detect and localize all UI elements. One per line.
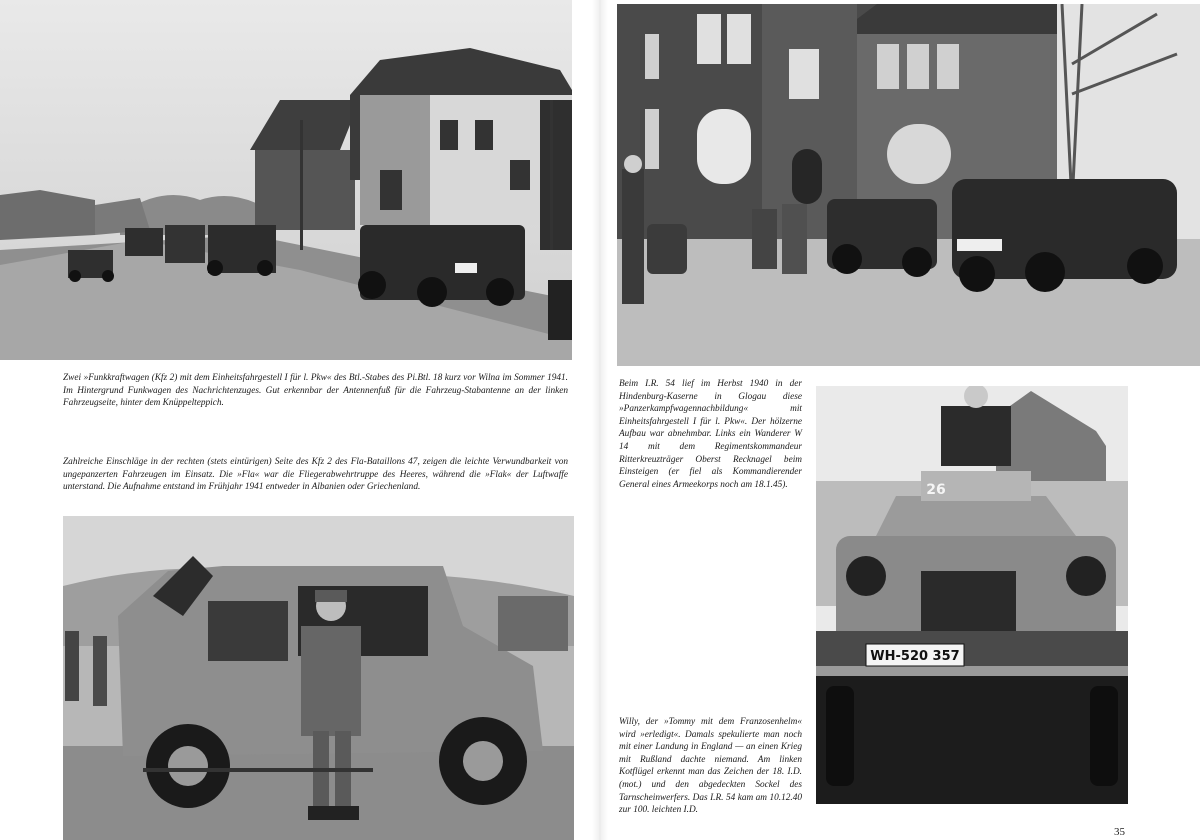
armored-car-front-photo: [816, 386, 1128, 804]
caption-radio-cars-wilna: Zwei »Funkkraftwagen (Kfz 2) mit dem Einheitsfahrgestell I für l. Pkw« des Btl.-Stabes des Pi.Btl. 18 kurz vor Wilna im Sommer 1941. Im Hintergrund Funkwagen des Nachrichtenzuges. Gut erkennbar der Antennenfuß für die Fahrzeug-Stabantenne an der linken Fahrzeugseite, hinter dem Knüppelteppich.: [63, 373, 568, 409]
book-gutter: [592, 0, 608, 840]
caption-panzer-replica-glogau: Beim I.R. 54 lief im Herbst 1940 in der Hindenburg-Kaserne in Glogau diese »Panzerkampfwagennachbildung« mit Einheitsfahrgestell I für l. Pkw«. Der hölzerne Aufbau war abnehmbar. Links ein Wanderer W 14 mit dem Regimentskommandeur Ritterkreuzträger Oberst Recknagel beim Einsteigen (er fiel als Kommandierender General eines Armeekorps noch am 18.1.45).: [619, 379, 802, 490]
barracks-photo: [617, 4, 1200, 366]
turret-number-text: 26: [926, 482, 946, 498]
license-plate-text: WH-520 357: [870, 649, 960, 664]
kubelwagen-soldier-photo: [63, 516, 574, 840]
village-road-photo: [0, 0, 572, 360]
caption-willy-tommy: Willy, der »Tommy mit dem Franzosenhelm« wird »erledigt«. Damals spekulierte man noch mit einer Landung in England — an einen Krieg mit Rußland dachte niemand. Am linken Kotflügel erkennt man das Zeichen der 18. I.D. (mot.) und den abgedeckten Sockel des Tarnscheinwerfers. Das I.R. 54 kam am 10.12.40 zur 100. leichten I.D.: [619, 717, 802, 816]
page-number: 35: [1114, 826, 1125, 838]
caption-fla-battalion-damage: Zahlreiche Einschläge in der rechten (stets eintürigen) Seite des Kfz 2 des Fla-Bataillons 47, zeigen die leichte Verwundbarkeit von ungepanzerten Fahrzeugen im Einsatz. Die »Fla« war die Fliegerabwehrtruppe des Heeres, während die »Flak« der Luftwaffe unterstand. Die Aufnahme entstand im Frühjahr 1941 entweder in Albanien oder Griechenland.: [63, 457, 568, 493]
